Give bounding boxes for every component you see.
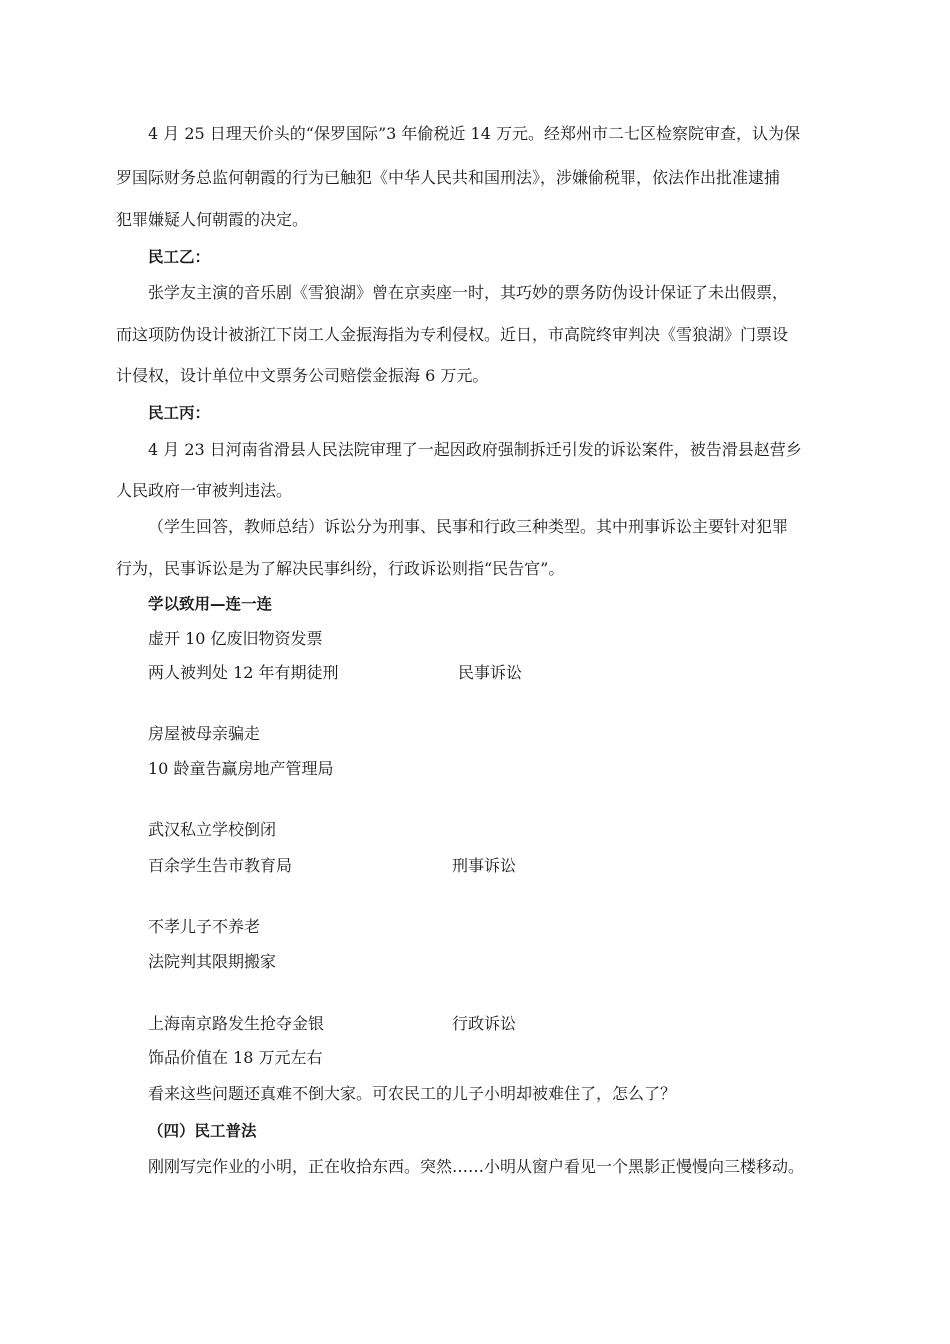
case-line: 饰品价值在 18 万元左右	[148, 1048, 323, 1067]
case-line: 10 龄童告赢房地产管理局	[148, 759, 334, 778]
case-line: 上海南京路发生抢夺金银	[148, 1014, 325, 1033]
paragraph-line: 4 月 23 日河南省滑县人民法院审理了一起因政府强制拆迁引发的诉讼案件，被告滑县赵营乡	[148, 440, 802, 459]
speaker-heading: 民工乙：	[148, 248, 211, 266]
paragraph-line: 罗国际财务总监何朝霞的行为已触犯《中华人民共和国刑法》，涉嫌偷税罪，依法作出批准逮捕	[116, 168, 781, 187]
case-line: 两人被判处 12 年有期徒刑	[148, 663, 339, 682]
paragraph-line: 犯罪嫌疑人何朝霞的决定。	[116, 210, 309, 229]
case-line: 武汉私立学校倒闭	[148, 820, 277, 839]
case-line: 房屋被母亲骗走	[148, 724, 261, 743]
case-line: 不孝儿子不养老	[148, 917, 261, 936]
case-line: 虚开 10 亿废旧物资发票	[148, 629, 323, 648]
practice-title: 学以致用—连一连	[148, 595, 273, 613]
paragraph-line: 行为，民事诉讼是为了解决民事纠纷，行政诉讼则指“民告官”。	[116, 559, 565, 578]
case-line: 百余学生告市教育局	[148, 856, 293, 875]
category-label: 民事诉讼	[458, 663, 523, 682]
paragraph-line: （学生回答，教师总结）诉讼分为刑事、民事和行政三种类型。其中刑事诉讼主要针对犯罪	[148, 517, 789, 536]
paragraph-line: 张学友主演的音乐剧《雪狼湖》曾在京卖座一时，其巧妙的票务防伪设计保证了未出假票，	[148, 283, 789, 302]
paragraph-line: 4 月 25 日理天价头的“保罗国际”3 年偷税近 14 万元。经郑州市二七区检察院审查，认为保	[148, 124, 800, 143]
category-label: 行政诉讼	[452, 1014, 517, 1033]
paragraph-line: 刚刚写完作业的小明，正在收拾东西。突然……小明从窗户看见一个黑影正慢慢向三楼移动。	[148, 1157, 805, 1176]
paragraph-line: 人民政府一审被判违法。	[116, 481, 293, 500]
paragraph-line: 计侵权，设计单位中文票务公司赔偿金振海 6 万元。	[116, 366, 489, 385]
case-line: 法院判其限期搬家	[148, 952, 277, 971]
paragraph-line: 看来这些问题还真难不倒大家。可农民工的儿子小明却被难住了，怎么了？	[148, 1084, 677, 1103]
speaker-heading: 民工丙：	[148, 404, 211, 422]
paragraph-line: 而这项防伪设计被浙江下岗工人金振海指为专利侵权。近日，市高院终审判决《雪狼湖》门票设	[116, 325, 789, 344]
section-title: （四）民工普法	[148, 1122, 257, 1140]
category-label: 刑事诉讼	[452, 856, 517, 875]
